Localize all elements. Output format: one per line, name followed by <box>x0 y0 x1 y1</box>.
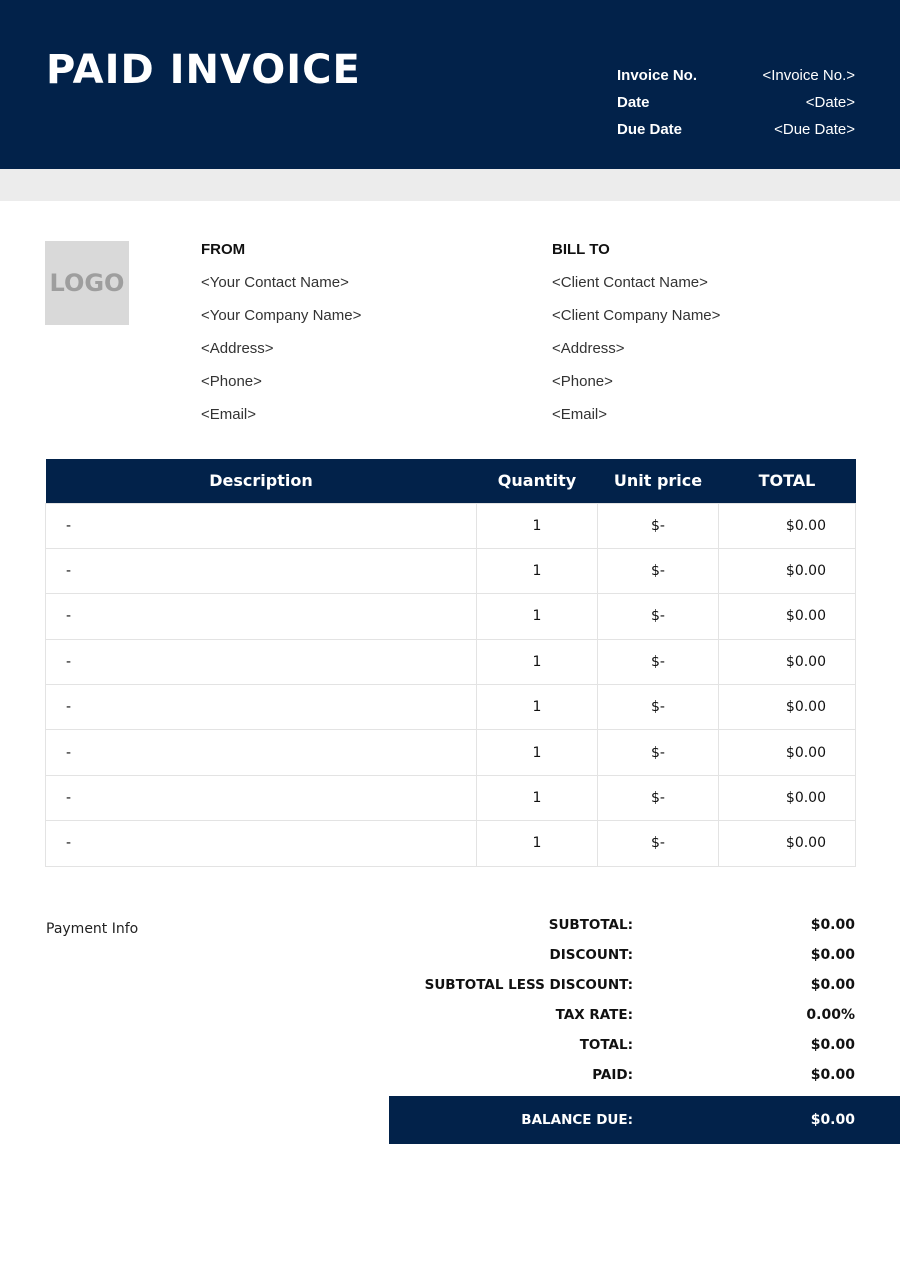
item-unit-price[interactable]: $- <box>598 503 719 548</box>
balance-due-value: $0.00 <box>810 1112 855 1128</box>
item-quantity[interactable]: 1 <box>477 548 598 593</box>
paid-value[interactable]: $0.00 <box>810 1067 855 1083</box>
bill-to-company-name[interactable]: <Client Company Name> <box>552 307 721 324</box>
bill-to-email[interactable]: <Email> <box>552 406 608 423</box>
item-quantity[interactable]: 1 <box>477 775 598 820</box>
tax-rate-label: TAX RATE: <box>555 1007 633 1023</box>
balance-due-label: BALANCE DUE: <box>521 1112 633 1128</box>
subtotal-less-discount-label: SUBTOTAL LESS DISCOUNT: <box>424 977 633 993</box>
item-description[interactable]: - <box>46 639 477 684</box>
discount-row <box>389 940 855 970</box>
item-description[interactable]: - <box>46 685 477 730</box>
bill-to-address[interactable]: <Address> <box>552 340 625 357</box>
total-row <box>389 1030 855 1060</box>
item-total: $0.00 <box>719 730 856 775</box>
paid-row <box>389 1060 855 1090</box>
due-date-label: Due Date <box>617 121 683 138</box>
invoice-date-row <box>617 89 855 116</box>
item-total: $0.00 <box>719 503 856 548</box>
table-row <box>46 548 856 593</box>
item-unit-price[interactable]: $- <box>598 548 719 593</box>
table-row <box>46 775 856 820</box>
item-unit-price[interactable]: $- <box>598 821 719 866</box>
logo-placeholder[interactable] <box>45 241 129 325</box>
item-total: $0.00 <box>719 548 856 593</box>
item-unit-price[interactable]: $- <box>598 639 719 684</box>
from-section <box>201 241 361 424</box>
invoice-title: PAID INVOICE <box>46 47 361 93</box>
item-quantity[interactable]: 1 <box>477 821 598 866</box>
bill-to-contact-name[interactable]: <Client Contact Name> <box>552 274 708 291</box>
logo-text: LOGO <box>49 269 125 297</box>
paid-label: PAID: <box>592 1067 633 1083</box>
tax-rate-value[interactable]: 0.00% <box>806 1007 855 1023</box>
payment-info[interactable]: Payment Info <box>46 921 139 937</box>
totals-summary <box>389 910 855 1090</box>
bill-to-heading: BILL TO <box>552 241 610 258</box>
total-label: TOTAL: <box>579 1037 633 1053</box>
table-row <box>46 730 856 775</box>
from-company-name[interactable]: <Your Company Name> <box>201 307 362 324</box>
table-row <box>46 639 856 684</box>
invoice-number-row <box>617 62 855 89</box>
discount-value[interactable]: $0.00 <box>810 947 855 963</box>
item-total: $0.00 <box>719 821 856 866</box>
item-description[interactable]: - <box>46 594 477 639</box>
from-heading: FROM <box>201 241 246 258</box>
subtotal-less-discount-value: $0.00 <box>810 977 855 993</box>
table-row <box>46 503 856 548</box>
from-address[interactable]: <Address> <box>201 340 274 357</box>
due-date-row <box>617 116 855 143</box>
item-unit-price[interactable]: $- <box>598 730 719 775</box>
header-divider-band <box>0 169 900 201</box>
invoice-number-label: Invoice No. <box>617 67 698 84</box>
item-description[interactable]: - <box>46 548 477 593</box>
from-phone[interactable]: <Phone> <box>201 373 262 390</box>
discount-label: DISCOUNT: <box>549 947 633 963</box>
column-header-description: Description <box>46 459 477 503</box>
subtotal-less-discount-row <box>389 970 855 1000</box>
due-date-value[interactable]: <Due Date> <box>774 121 855 138</box>
invoice-number-value[interactable]: <Invoice No.> <box>762 67 855 84</box>
item-description[interactable]: - <box>46 503 477 548</box>
subtotal-row <box>389 910 855 940</box>
item-quantity[interactable]: 1 <box>477 639 598 684</box>
item-total: $0.00 <box>719 594 856 639</box>
line-items-table <box>45 459 856 867</box>
item-description[interactable]: - <box>46 821 477 866</box>
column-header-total: TOTAL <box>719 459 856 503</box>
tax-rate-row <box>389 1000 855 1030</box>
invoice-date-value[interactable]: <Date> <box>805 94 855 111</box>
item-total: $0.00 <box>719 775 856 820</box>
total-value: $0.00 <box>810 1037 855 1053</box>
subtotal-value: $0.00 <box>810 917 855 933</box>
item-unit-price[interactable]: $- <box>598 594 719 639</box>
item-total: $0.00 <box>719 639 856 684</box>
item-total: $0.00 <box>719 685 856 730</box>
table-row <box>46 685 856 730</box>
item-quantity[interactable]: 1 <box>477 503 598 548</box>
item-description[interactable]: - <box>46 730 477 775</box>
column-header-quantity: Quantity <box>477 459 598 503</box>
invoice-date-label: Date <box>617 94 650 111</box>
item-quantity[interactable]: 1 <box>477 685 598 730</box>
from-email[interactable]: <Email> <box>201 406 257 423</box>
item-unit-price[interactable]: $- <box>598 685 719 730</box>
table-header-row <box>46 459 856 503</box>
item-description[interactable]: - <box>46 775 477 820</box>
from-contact-name[interactable]: <Your Contact Name> <box>201 274 349 291</box>
subtotal-label: SUBTOTAL: <box>548 917 633 933</box>
bill-to-section <box>552 241 720 424</box>
table-row <box>46 821 856 866</box>
item-quantity[interactable]: 1 <box>477 730 598 775</box>
item-unit-price[interactable]: $- <box>598 775 719 820</box>
invoice-meta <box>617 62 855 143</box>
column-header-unit-price: Unit price <box>598 459 719 503</box>
balance-due-bar <box>389 1096 900 1144</box>
bill-to-phone[interactable]: <Phone> <box>552 373 613 390</box>
invoice-header <box>0 0 900 169</box>
item-quantity[interactable]: 1 <box>477 594 598 639</box>
table-row <box>46 594 856 639</box>
